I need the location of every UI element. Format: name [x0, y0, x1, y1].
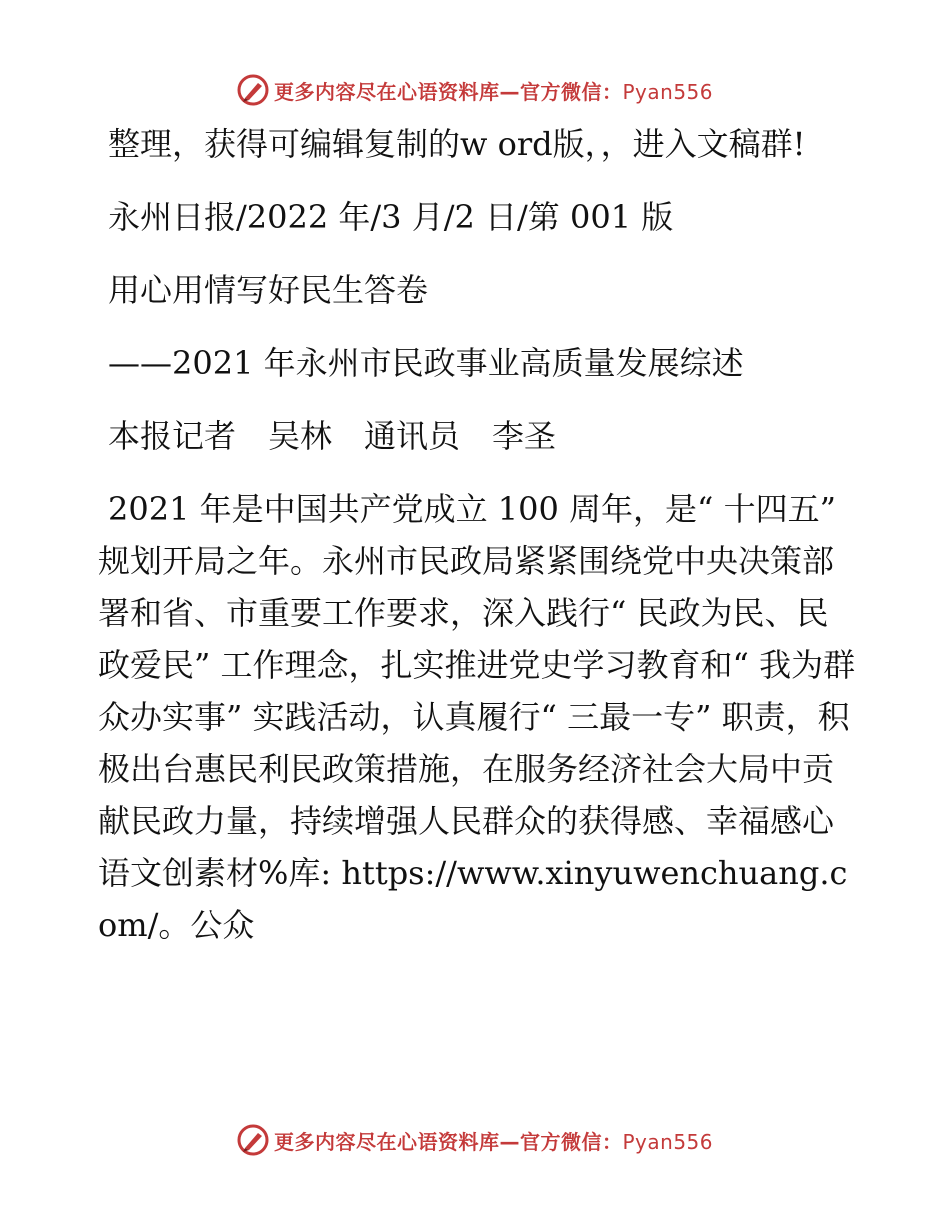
watermark-official: 官方微信：	[520, 79, 623, 104]
byline: 本报记者 吴林 通讯员 李圣	[108, 417, 557, 455]
watermark-text	[274, 76, 713, 105]
watermark-id: Pyan556	[622, 79, 714, 104]
watermark-id: Pyan556	[622, 1129, 714, 1154]
watermark-main: 更多内容尽在心语资料库	[274, 1129, 500, 1154]
watermark-official: 官方微信：	[520, 1129, 623, 1154]
article-title: 用心用情写好民生答卷	[108, 271, 429, 309]
source-line: 永州日报/2022 年/3 月/2 日/第 001 版	[108, 198, 674, 236]
watermark-separator: —	[499, 79, 520, 104]
body-paragraph: 2021 年是中国共产党成立 100 周年，是“ 十四五” 规划开局之年。永州市民政局紧紧围绕党中央决策部署和省、市重要工作要求，深入践行“ 民政为民、民政爱民” 工作理念，扎实推进党史学习教育和“ 我为群众办实事” 实践活动，认真履行“ 三最一专” 职责，积极出台惠民利民政策措施，在服务经济社会大局中贡献民政力量，持续增强人民群众的获得感、幸福感心语文创素材%库: https://www.xinyuwenchuang.com/。公众	[98, 490, 856, 944]
watermark-separator: —	[499, 1129, 520, 1154]
pen-logo-icon	[236, 1123, 270, 1157]
intro-line: 整理，获得可编辑复制的w ord版，，进入文稿群!	[108, 125, 806, 163]
document-body	[98, 118, 858, 972]
article-subtitle: ——2021 年永州市民政事业高质量发展综述	[108, 344, 744, 382]
pen-logo-icon	[236, 73, 270, 107]
watermark-text	[274, 1126, 713, 1155]
watermark-footer	[236, 1122, 713, 1158]
watermark-main: 更多内容尽在心语资料库	[274, 79, 500, 104]
watermark-header	[236, 72, 713, 108]
